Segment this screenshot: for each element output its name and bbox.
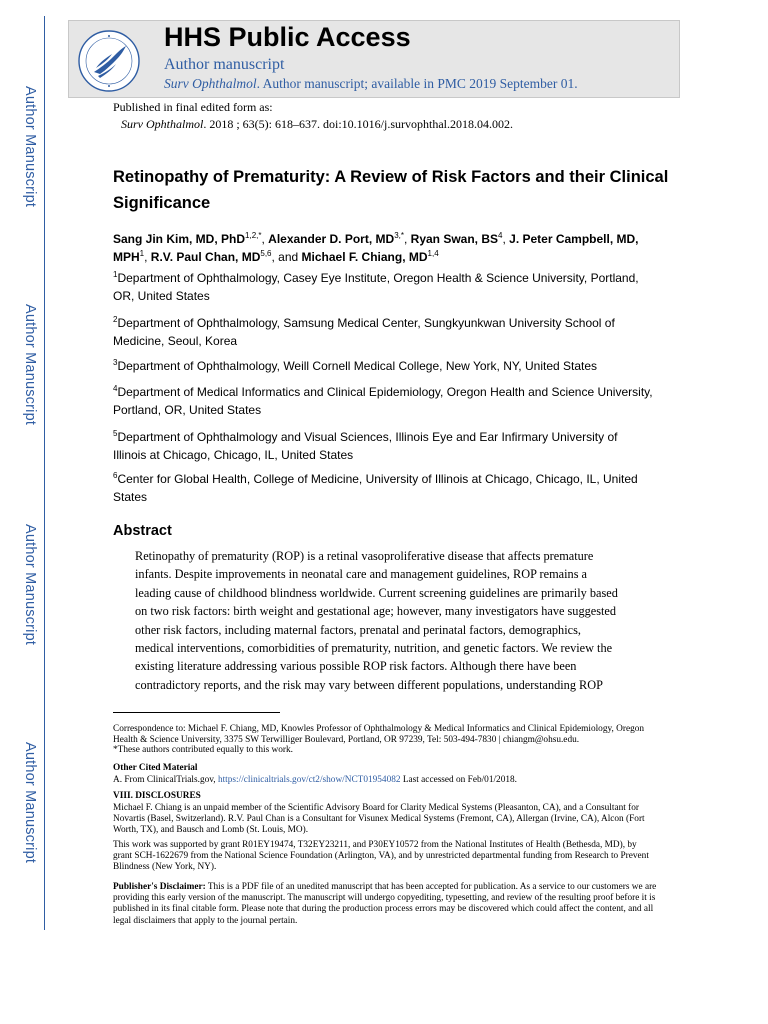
correspondence-note: Correspondence to: Michael F. Chiang, MD, Knowles Professor of Ophthalmology & Medical Informatics and Clinical Epidemiology, Oregon Health & Science University, 3375 SW Terwilliger Boulevard, Portland, OR 97239, Tel: 503-494-7830 | chiangm@ohsu.edu. <box>113 724 645 746</box>
author-separator: , <box>502 232 510 246</box>
disclosures-heading <box>113 791 658 802</box>
affiliation-item <box>113 314 653 350</box>
other-cited-suffix: Last accessed on Feb/01/2018. <box>400 775 517 785</box>
disclaimer-label: Publisher's Disclaimer: <box>113 882 206 892</box>
clinicaltrials-link[interactable]: https://clinicaltrials.gov/ct2/show/NCT01954082 <box>217 775 401 785</box>
affiliation-item <box>113 428 653 464</box>
margin-rule <box>44 16 45 930</box>
author-name: Alexander D. Port, MD <box>268 232 395 246</box>
citation-journal: Surv Ophthalmol <box>121 117 204 131</box>
author-affiliation-marker: 4 <box>498 231 503 240</box>
abstract-heading: Abstract <box>113 523 172 539</box>
disclaimer-text: This is a PDF file of an unedited manuscript that has been accepted for publication. As a service to our customers we are providing this early version of the manuscript. The manuscript will undergo copyediting, typesetting, and review of the resulting proof before it is published in its final citable form. Please note that during the production process errors may be discovered which could affect the content, and all legal disclaimers that apply to the journal pertain. <box>113 882 657 926</box>
affiliation-item <box>113 357 653 375</box>
other-cited-heading <box>113 763 658 774</box>
author-affiliation-marker: 1 <box>139 249 145 258</box>
author-affiliation-marker: 3,* <box>394 231 404 240</box>
availability-text: . Author manuscript; available in PMC 2019 September 01. <box>256 76 578 91</box>
pmc-availability-line <box>164 76 578 92</box>
affiliation-text: Department of Ophthalmology, Casey Eye Institute, Oregon Health & Science University, Portland, OR, United States <box>113 271 639 303</box>
other-cited-prefix: A. From ClinicalTrials.gov, <box>113 775 218 785</box>
author-name: J. Peter Campbell, MD, MPH <box>113 232 639 264</box>
author-manuscript-subtitle: Author manuscript <box>164 56 285 73</box>
author-manuscript-margin-label: Author Manuscript <box>22 86 38 208</box>
footnote-divider <box>113 712 280 713</box>
abstract-line: contradictory reports, and the risk may vary between different populations, understanding ROP <box>135 677 603 692</box>
abstract-line: infants. Despite improvements in neonatal care and management guidelines, ROP remains a <box>135 567 588 582</box>
affiliation-item <box>113 383 653 419</box>
other-cited-text <box>113 775 658 786</box>
abstract-line: on two risk factors: birth weight and gestational age; however, many investigators have suggested <box>135 604 617 619</box>
abstract-line: other risk factors, including maternal factors, prenatal and perinatal factors, demographics, <box>135 622 581 637</box>
affiliation-text: Department of Ophthalmology, Samsung Medical Center, Sungkyunkwan University School of Medicine, Seoul, Korea <box>113 316 615 348</box>
author-name: Ryan Swan, BS <box>410 232 499 246</box>
abstract-line: Retinopathy of prematurity (ROP) is a retinal vasoproliferative disease that affects premature <box>135 549 594 563</box>
author-manuscript-margin-label: Author Manuscript <box>22 304 38 426</box>
affiliation-text: Department of Medical Informatics and Clinical Epidemiology, Oregon Health and Science University, Portland, OR, United States <box>113 385 653 417</box>
author-affiliation-marker: 1,2,* <box>245 231 262 240</box>
author-separator: , <box>144 250 151 264</box>
affiliation-text: Department of Ophthalmology and Visual Sciences, Illinois Eye and Ear Infirmary University of Illinois at Chicago, Chicago, IL, United States <box>113 430 618 462</box>
affiliation-item <box>113 269 653 305</box>
citation-details: . 2018 ; 63(5): 618–637. doi:10.1016/j.survophthal.2018.04.002. <box>203 117 513 131</box>
abstract-line: medical interventions, comorbidities of prematurity, nutrition, and genetic factors. We review the <box>135 641 613 656</box>
publication-citation <box>121 117 513 132</box>
affiliation-number: 4 <box>113 384 118 393</box>
abstract-line: existing literature addressing various possible ROP risk factors. Although there have been <box>135 659 577 674</box>
author-separator: , <box>261 232 269 246</box>
abstract-line: leading cause of childhood blindness worldwide. Current screening guidelines are primarily based <box>135 585 618 600</box>
author-name: Michael F. Chiang, MD <box>301 250 428 264</box>
publisher-disclaimer <box>113 882 658 927</box>
equal-contribution-note: *These authors contributed equally to this work. <box>113 745 293 755</box>
author-separator: , <box>403 232 411 246</box>
abstract-body <box>135 547 655 694</box>
author-affiliation-marker: 5,6 <box>260 249 272 258</box>
funding-text: This work was supported by grant R01EY19474, T32EY23211, and P30EY10572 from the National Institutes of Health (Bethesda, MD), by grant SCH-1622679 from the National Science Foundation (Arlington, VA), and by unrestricted departmental funding from Research to Prevent Blindness (New York, NY). <box>113 840 649 873</box>
hhs-public-access-title: HHS Public Access <box>164 22 411 52</box>
author-list <box>113 230 673 266</box>
affiliation-number: 1 <box>113 270 118 279</box>
affiliation-number: 3 <box>113 358 118 367</box>
affiliation-number: 2 <box>113 315 118 324</box>
author-name: R.V. Paul Chan, MD <box>150 250 261 264</box>
disclosures-text: Michael F. Chiang is an unpaid member of the Scientific Advisory Board for Clarity Medical Systems (Pleasanton, CA), and a Consultant for Novartis (Basel, Switzerland). R.V. Paul Chan is a Consultant for Visunex Medical Systems (Fremont, CA), Allergan (Irvine, CA), Alcon (Fort Worth, TX), and Bausch and Lomb (St. Louis, MO). <box>113 803 645 836</box>
affiliation-number: 6 <box>113 471 118 480</box>
author-manuscript-margin-label: Author Manuscript <box>22 742 38 864</box>
published-in-heading: Published in final edited form as: <box>113 100 273 114</box>
affiliation-text: Department of Ophthalmology, Weill Cornell Medical College, New York, NY, United States <box>117 359 598 373</box>
affiliation-number: 5 <box>113 429 118 438</box>
affiliation-text: Center for Global Health, College of Medicine, University of Illinois at Chicago, Chicago, IL, United States <box>113 472 638 504</box>
article-title: Retinopathy of Prematurity: A Review of Risk Factors and their Clinical Significance <box>113 168 669 212</box>
author-name: Sang Jin Kim, MD, PhD <box>113 232 246 246</box>
author-manuscript-margin-label: Author Manuscript <box>22 524 38 646</box>
affiliation-item <box>113 470 653 506</box>
other-cited-heading-text: Other Cited Material <box>113 763 198 773</box>
journal-name: Surv Ophthalmol <box>164 76 257 91</box>
disclosures-heading-text: VIII. DISCLOSURES <box>113 791 201 801</box>
hhs-seal-icon <box>76 28 142 94</box>
author-affiliation-marker: 1,4 <box>427 249 439 258</box>
author-separator: , and <box>271 250 302 264</box>
